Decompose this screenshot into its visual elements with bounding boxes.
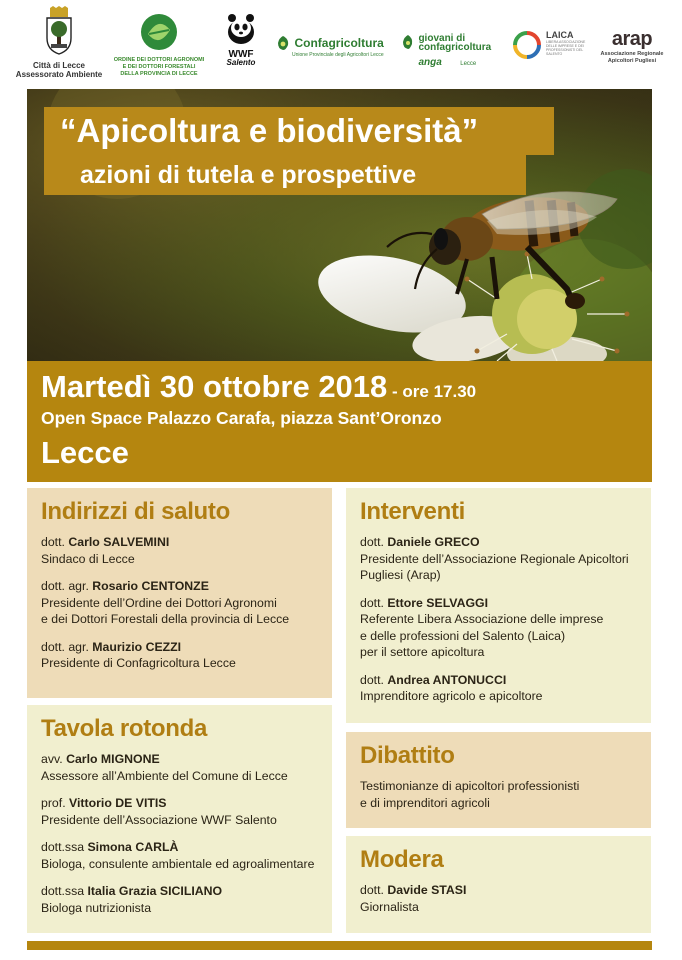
dibattito-panel — [346, 732, 651, 828]
ordine-agronomi-logo — [100, 6, 218, 78]
agronomi-leaf-icon — [139, 12, 179, 52]
speaker-name: Davide STASI — [387, 883, 467, 897]
laica-swirl-icon — [512, 30, 542, 60]
speaker-role: Giornalista — [360, 899, 419, 914]
event-city: Lecce — [41, 435, 129, 470]
interventi-panel — [346, 488, 651, 723]
speaker-role: Biologa, consulente ambientale ed agroalimentare — [41, 856, 315, 871]
laica-name: LAICA — [546, 30, 574, 40]
speaker-entry — [41, 534, 320, 567]
tavola-rotonda-panel — [27, 705, 332, 933]
speaker-entry — [360, 534, 639, 584]
speaker-role: Biologa nutrizionista — [41, 900, 152, 915]
speaker-role: Presidente dell’Associazione WWF Salento — [41, 812, 277, 827]
speaker-name: Simona CARLÀ — [87, 840, 179, 854]
event-title: “Apicoltura e biodiversità” — [44, 107, 554, 155]
giovani-line1: giovani di — [418, 33, 466, 44]
speaker-entry — [41, 883, 320, 916]
giovani-mark-icon — [402, 34, 414, 50]
speaker-entry — [41, 795, 320, 828]
speaker-title: avv. — [41, 752, 67, 766]
event-info-band — [27, 361, 652, 482]
speaker-title: dott. — [41, 535, 69, 549]
speaker-title: dott. — [360, 883, 388, 897]
speaker-entry — [360, 882, 639, 915]
saluto-heading: Indirizzi di saluto — [41, 498, 230, 525]
speaker-name: Carlo MIGNONE — [66, 752, 160, 766]
speaker-role: Assessore all’Ambiente del Comune di Lecce — [41, 768, 288, 783]
arap-line2: Apicoltori Pugliesi — [607, 58, 657, 64]
arap-logo — [594, 28, 670, 65]
speaker-title: dott. — [360, 672, 388, 687]
arap-name: arap — [611, 28, 653, 50]
confagricoltura-mark-icon — [276, 35, 290, 51]
speaker-name: Carlo SALVEMINI — [68, 535, 170, 549]
speaker-name: Rosario CENTONZE — [92, 579, 209, 593]
speaker-name: Vittorio DE VITIS — [69, 796, 167, 810]
confagricoltura-sub: Unione Provinciale degli Agricoltori Lecce — [292, 52, 384, 58]
bottom-bar — [27, 941, 652, 950]
interventi-heading: Interventi — [360, 498, 466, 525]
dibattito-text: Testimonianze di apicoltori professionisti e di imprenditori agricoli — [360, 779, 580, 810]
speaker-title: dott. agr. — [41, 579, 93, 593]
arap-line1: Associazione Regionale — [600, 51, 664, 57]
speaker-entry — [41, 639, 320, 672]
speaker-entry — [360, 672, 639, 705]
speaker-role: Referente Libera Associazione delle imprese e delle professioni del Salento (Laica) per il settore apicoltura — [360, 612, 604, 659]
confagricoltura-logo — [276, 34, 396, 58]
speaker-name: Daniele GRECO — [387, 535, 480, 549]
confagricoltura-name: Confagricoltura — [294, 36, 384, 50]
speaker-title: dott. — [360, 535, 388, 549]
date-line — [41, 369, 476, 405]
wwf-sub: Salento — [226, 58, 256, 67]
modera-panel — [346, 836, 651, 933]
wwf-name: WWF — [228, 49, 254, 60]
speaker-name: Maurizio CEZZI — [92, 639, 182, 654]
speaker-role: Presidente dell’Associazione Regionale Apicoltori Pugliesi (Arap) — [360, 551, 629, 582]
speaker-entry — [360, 595, 639, 661]
agronomi-line1: ORDINE DEI DOTTORI AGRONOMI — [113, 57, 205, 63]
speaker-title: dott. agr. — [41, 639, 93, 654]
event-date: Martedì 30 ottobre 2018 — [41, 369, 388, 404]
speaker-entry — [41, 839, 320, 872]
speaker-title: dott. — [360, 595, 388, 610]
lecce-dept: Assessorato Ambiente — [15, 70, 103, 79]
speaker-role: Presidente di Confagricoltura Lecce — [41, 656, 236, 670]
speaker-title: dott.ssa — [41, 840, 88, 854]
panda-icon — [224, 12, 258, 46]
laica-logo — [512, 30, 586, 56]
dibattito-heading: Dibattito — [360, 742, 455, 769]
speaker-role: Sindaco di Lecce — [41, 551, 135, 566]
agronomi-line2: E DEI DOTTORI FORESTALI — [122, 64, 196, 70]
giovani-sub: Lecce — [460, 61, 477, 67]
speaker-role: Presidente dell’Ordine dei Dottori Agronomi e dei Dottori Forestali della provincia di Lecce — [41, 595, 290, 626]
event-subtitle: azioni di tutela e prospettive — [44, 155, 526, 195]
speaker-entry — [41, 751, 320, 784]
event-time: - ore 17.30 — [387, 382, 477, 401]
wwf-logo — [218, 6, 264, 67]
modera-heading: Modera — [360, 846, 444, 873]
speaker-title: dott.ssa — [41, 884, 88, 898]
laica-sub: LIBERA ASSOCIAZIONE DELLE IMPRESE E DEI PROFESSIONISTI DEL SALENTO — [546, 40, 586, 56]
speaker-name: Italia Grazia SICILIANO — [87, 884, 223, 898]
citta-di-lecce-logo — [14, 6, 104, 79]
tavola-heading: Tavola rotonda — [41, 715, 208, 742]
speaker-name: Andrea ANTONUCCI — [387, 672, 507, 687]
logo-strip — [0, 0, 682, 88]
lecce-name: Città di Lecce — [32, 61, 85, 70]
giovani-confagricoltura-logo — [402, 34, 502, 70]
speaker-role: Imprenditore agricolo e apicoltore — [360, 689, 543, 703]
agronomi-line3: DELLA PROVINCIA DI LECCE — [120, 71, 198, 77]
event-venue: Open Space Palazzo Carafa, piazza Sant’Oronzo — [41, 408, 442, 428]
speaker-entry — [41, 578, 320, 628]
lecce-coat-of-arms-icon — [44, 6, 74, 56]
speaker-name: Ettore SELVAGGI — [387, 595, 489, 610]
saluto-panel — [27, 488, 332, 698]
giovani-line3: anga — [418, 57, 442, 68]
speaker-title: prof. — [41, 796, 70, 810]
giovani-line2: confagricoltura — [418, 42, 492, 53]
